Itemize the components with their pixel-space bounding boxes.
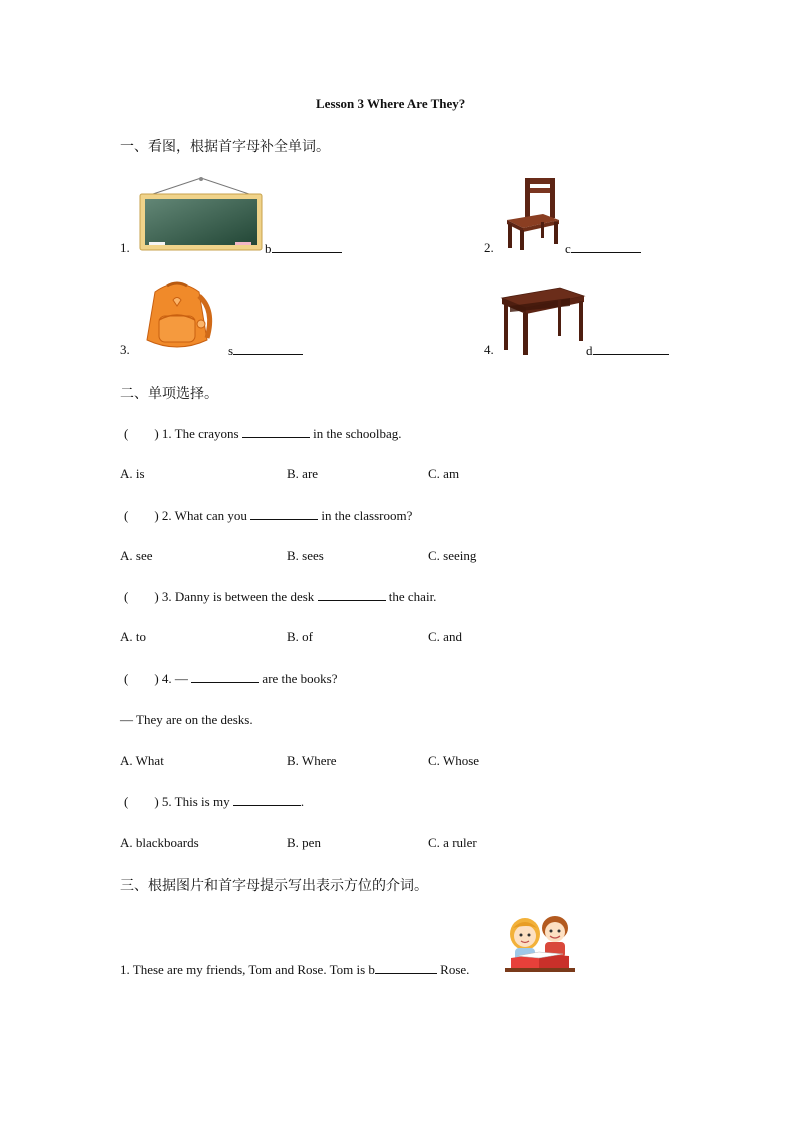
answer-blank[interactable] [250,507,318,520]
option-b[interactable]: B. are [287,466,319,481]
option-c[interactable]: C. Whose [428,753,480,768]
option-c[interactable]: C. seeing [428,548,477,563]
answer-blank[interactable] [233,793,301,806]
answer-bracket[interactable]: ( ) [124,671,159,686]
item-number: 3. [120,342,130,357]
option-a[interactable]: A. is [120,466,145,481]
answer-bracket[interactable]: ( ) [124,508,159,523]
first-letter: c [565,241,571,256]
question-3: ( ) 3. Danny is between the desk the chair. [124,589,437,604]
item-number: 2. [484,240,494,255]
question-4: ( ) 4. — are the books? [124,671,338,686]
item-number: 1. [120,240,130,255]
desk-icon [500,282,586,356]
children-reading-icon [503,912,577,974]
question-5: ( ) 5. This is my . [124,794,305,809]
answer-field-b[interactable] [265,240,342,257]
question-2: ( ) 2. What can you in the classroom? [124,508,413,523]
option-c[interactable]: C. a ruler [428,835,477,850]
option-c[interactable]: C. am [428,466,460,481]
section2-heading: 二、单项选择。 [120,387,218,402]
dialogue-answer: — They are on the desks. [120,712,253,727]
answer-bracket[interactable]: ( ) [124,589,159,604]
option-a[interactable]: A. to [120,629,146,644]
option-c[interactable]: C. and [428,629,462,644]
answer-field-s[interactable] [228,342,303,359]
schoolbag-icon [137,280,217,354]
question-1: ( ) 1. The crayons in the schoolbag. [124,426,402,441]
section3-question-1: 1. These are my friends, Tom and Rose. Tom is b Rose. [120,962,470,977]
page-title: Lesson 3 Where Are They? [316,96,466,111]
answer-blank[interactable] [242,425,310,438]
option-a[interactable]: A. blackboards [120,835,199,850]
option-a[interactable]: A. see [120,548,153,563]
section1-heading: 一、看图，根据首字母补全单词。 [120,140,330,155]
answer-blank[interactable] [191,670,259,683]
chair-icon [503,176,561,252]
answer-blank[interactable] [375,961,437,974]
answer-blank[interactable] [318,588,386,601]
answer-field-c[interactable] [565,240,641,257]
first-letter: s [228,343,234,358]
option-b[interactable]: B. pen [287,835,321,850]
option-b[interactable]: B. Where [287,753,337,768]
item-number: 4. [484,342,494,357]
option-b[interactable]: B. sees [287,548,324,563]
first-letter: d [586,343,593,358]
answer-bracket[interactable]: ( ) [124,426,159,441]
section3-heading: 三、根据图片和首字母提示写出表示方位的介词。 [120,879,428,894]
option-b[interactable]: B. of [287,629,313,644]
blackboard-icon [139,176,263,252]
answer-field-d[interactable] [586,342,669,359]
first-letter: b [265,241,272,256]
option-a[interactable]: A. What [120,753,164,768]
answer-bracket[interactable]: ( ) [124,794,159,809]
